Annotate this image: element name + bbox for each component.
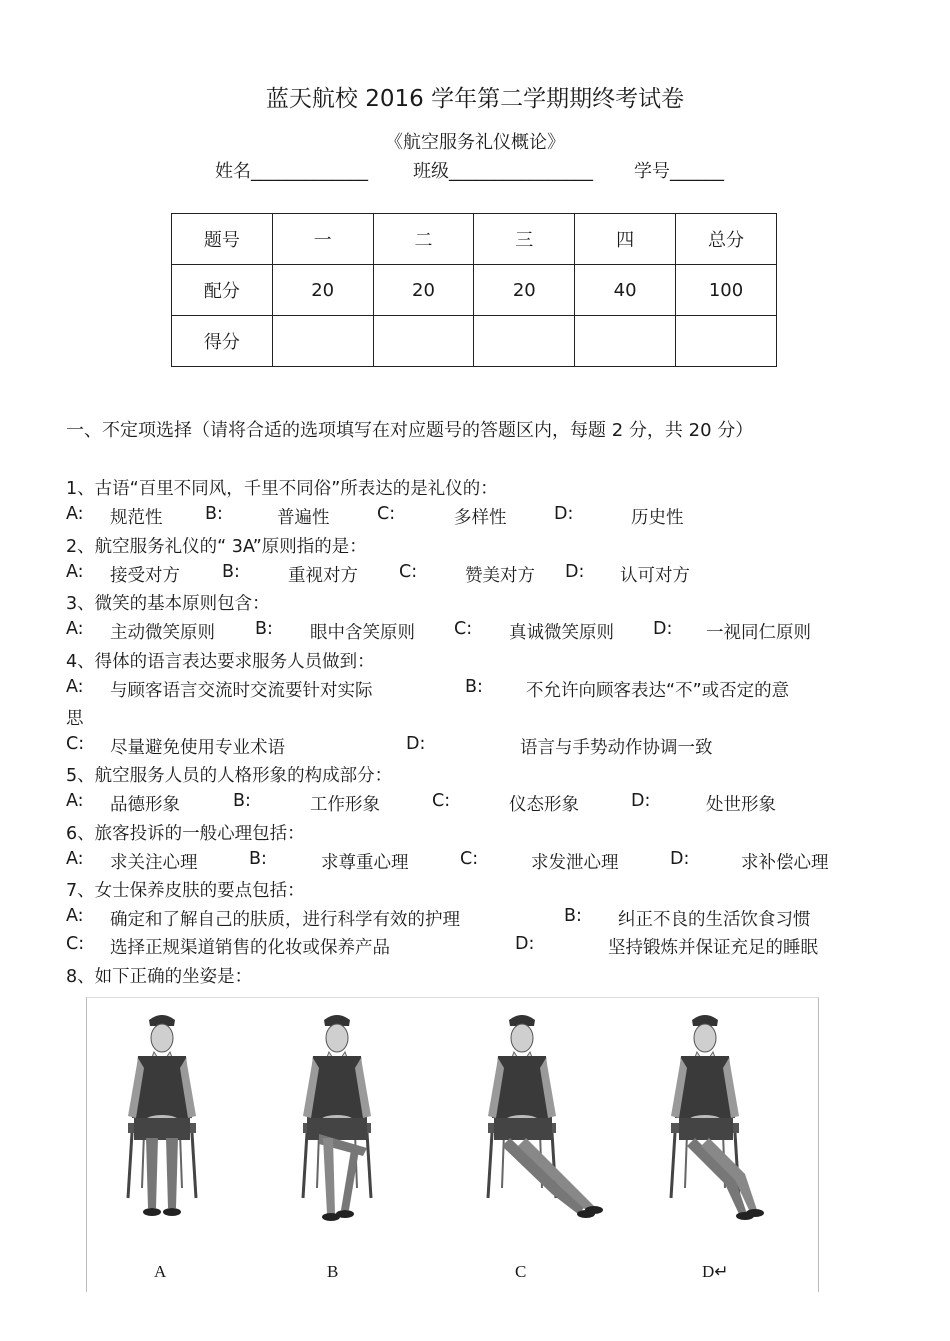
sitting-posture-figure bbox=[86, 997, 819, 1292]
class-blank: ________________ bbox=[449, 161, 593, 182]
option-letter: B: bbox=[249, 849, 267, 869]
table-cell: 20 bbox=[272, 265, 373, 316]
option-letter: A: bbox=[66, 504, 84, 524]
option-text: 求发泄心理 bbox=[531, 853, 619, 873]
option-letter: C: bbox=[432, 791, 451, 811]
question-stem: 8、如下正确的坐姿是： bbox=[66, 967, 253, 987]
figure-label-d: D↵ bbox=[702, 1262, 729, 1281]
option-text: 普遍性 bbox=[277, 508, 330, 528]
posture-c bbox=[488, 1015, 603, 1218]
option-text: 眼中含笑原则 bbox=[310, 623, 415, 643]
question-stem: 2、航空服务礼仪的“ 3A”原则指的是： bbox=[66, 537, 367, 557]
table-row bbox=[172, 265, 777, 316]
table-cell: 100 bbox=[675, 265, 776, 316]
option-letter: A: bbox=[66, 562, 84, 582]
table-cell: 20 bbox=[474, 265, 575, 316]
table-cell: 20 bbox=[373, 265, 474, 316]
table-cell: 总分 bbox=[675, 214, 776, 265]
figure-label-c: C bbox=[515, 1262, 527, 1281]
option-text: 确定和了解自己的肤质，进行科学有效的护理 bbox=[110, 910, 460, 930]
table-row bbox=[172, 214, 777, 265]
table-cell: 得分 bbox=[172, 316, 273, 367]
option-letter: C: bbox=[66, 934, 85, 954]
option-letter: C: bbox=[454, 619, 473, 639]
question-stem: 3、微笑的基本原则包含： bbox=[66, 594, 270, 614]
option-letter: A: bbox=[66, 849, 84, 869]
option-letter: B: bbox=[222, 562, 240, 582]
table-cell: 题号 bbox=[172, 214, 273, 265]
student-id-blank: ______ bbox=[670, 161, 724, 182]
course-subtitle: 《航空服务礼仪概论》 bbox=[385, 132, 565, 153]
score-entry-cell bbox=[474, 316, 575, 367]
exam-title: 蓝天航校 2016 学年第二学期期终考试卷 bbox=[265, 86, 685, 112]
score-entry-cell bbox=[575, 316, 676, 367]
option-letter: B: bbox=[564, 906, 582, 926]
option-letter: D: bbox=[565, 562, 585, 582]
option-text: 选择正规渠道销售的化妆或保养产品 bbox=[110, 938, 390, 958]
option-letter: D: bbox=[631, 791, 651, 811]
question-stem: 4、得体的语言表达要求服务人员做到： bbox=[66, 652, 375, 672]
table-cell: 二 bbox=[373, 214, 474, 265]
option-letter: A: bbox=[66, 677, 84, 697]
section-heading: 一、不定项选择（请将合适的选项填写在对应题号的答题区内，每题 2 分，共 20 分） bbox=[66, 420, 754, 441]
option-text: 纠正不良的生活饮食习惯 bbox=[618, 910, 811, 930]
option-text: 处世形象 bbox=[706, 795, 776, 815]
option-letter: D: bbox=[653, 619, 673, 639]
question-stem: 7、女士保养皮肤的要点包括： bbox=[66, 881, 305, 901]
class-field bbox=[413, 157, 593, 183]
table-cell: 配分 bbox=[172, 265, 273, 316]
option-text: 不允许向顾客表达“不”或否定的意 bbox=[526, 681, 790, 701]
posture-d bbox=[671, 1015, 764, 1220]
name-label: 姓名 bbox=[215, 161, 251, 182]
option-text: 多样性 bbox=[454, 508, 507, 528]
table-cell: 40 bbox=[575, 265, 676, 316]
table-row bbox=[172, 316, 777, 367]
option-letter: C: bbox=[399, 562, 418, 582]
option-letter: B: bbox=[205, 504, 223, 524]
class-label: 班级 bbox=[413, 161, 449, 182]
option-text: 认可对方 bbox=[620, 566, 690, 586]
option-text: 语言与手势动作协调一致 bbox=[520, 738, 713, 758]
name-blank: _____________ bbox=[251, 161, 368, 182]
option-text: 求尊重心理 bbox=[321, 853, 409, 873]
option-letter: B: bbox=[465, 677, 483, 697]
option-letter: D: bbox=[406, 734, 426, 754]
option-text: 与顾客语言交流时交流要针对实际 bbox=[110, 681, 373, 701]
figure-label-b: B bbox=[327, 1262, 339, 1281]
option-text: 规范性 bbox=[110, 508, 163, 528]
option-text: 品德形象 bbox=[110, 795, 180, 815]
option-text: 一视同仁原则 bbox=[706, 623, 811, 643]
option-letter: C: bbox=[377, 504, 396, 524]
table-cell: 一 bbox=[272, 214, 373, 265]
posture-a bbox=[128, 1015, 196, 1216]
student-id-label: 学号 bbox=[634, 161, 670, 182]
option-letter: C: bbox=[460, 849, 479, 869]
option-letter: A: bbox=[66, 619, 84, 639]
option-letter: C: bbox=[66, 734, 85, 754]
score-table bbox=[171, 213, 777, 367]
option-letter: B: bbox=[255, 619, 273, 639]
option-text: 求补偿心理 bbox=[741, 853, 829, 873]
option-text: 历史性 bbox=[631, 508, 684, 528]
score-entry-cell bbox=[675, 316, 776, 367]
option-letter: B: bbox=[233, 791, 251, 811]
option-text: 坚持锻炼并保证充足的睡眠 bbox=[608, 938, 818, 958]
question-stem: 6、旅客投诉的一般心理包括： bbox=[66, 824, 305, 844]
option-text: 主动微笑原则 bbox=[110, 623, 215, 643]
option-letter: A: bbox=[66, 791, 84, 811]
option-text: 求关注心理 bbox=[110, 853, 198, 873]
option-letter: A: bbox=[66, 906, 84, 926]
score-entry-cell bbox=[272, 316, 373, 367]
table-cell: 四 bbox=[575, 214, 676, 265]
option-text: 赞美对方 bbox=[465, 566, 535, 586]
option-text: 接受对方 bbox=[110, 566, 180, 586]
question-stem: 5、航空服务人员的人格形象的构成部分： bbox=[66, 766, 393, 786]
question-stem: 1、古语“百里不同风，千里不同俗”所表达的是礼仪的： bbox=[66, 479, 498, 499]
table-cell: 三 bbox=[474, 214, 575, 265]
option-text-wrap: 思 bbox=[66, 709, 84, 729]
option-text: 尽量避免使用专业术语 bbox=[110, 738, 285, 758]
student-id-field bbox=[634, 157, 724, 183]
option-text: 工作形象 bbox=[310, 795, 380, 815]
option-text: 重视对方 bbox=[288, 566, 358, 586]
option-letter: D: bbox=[515, 934, 535, 954]
option-letter: D: bbox=[670, 849, 690, 869]
name-field bbox=[215, 157, 368, 183]
posture-b bbox=[303, 1015, 371, 1221]
figure-label-a: A bbox=[154, 1262, 167, 1281]
option-text: 仪态形象 bbox=[509, 795, 579, 815]
score-entry-cell bbox=[373, 316, 474, 367]
option-letter: D: bbox=[554, 504, 574, 524]
posture-illustrations bbox=[87, 998, 818, 1292]
option-text: 真诚微笑原则 bbox=[509, 623, 614, 643]
